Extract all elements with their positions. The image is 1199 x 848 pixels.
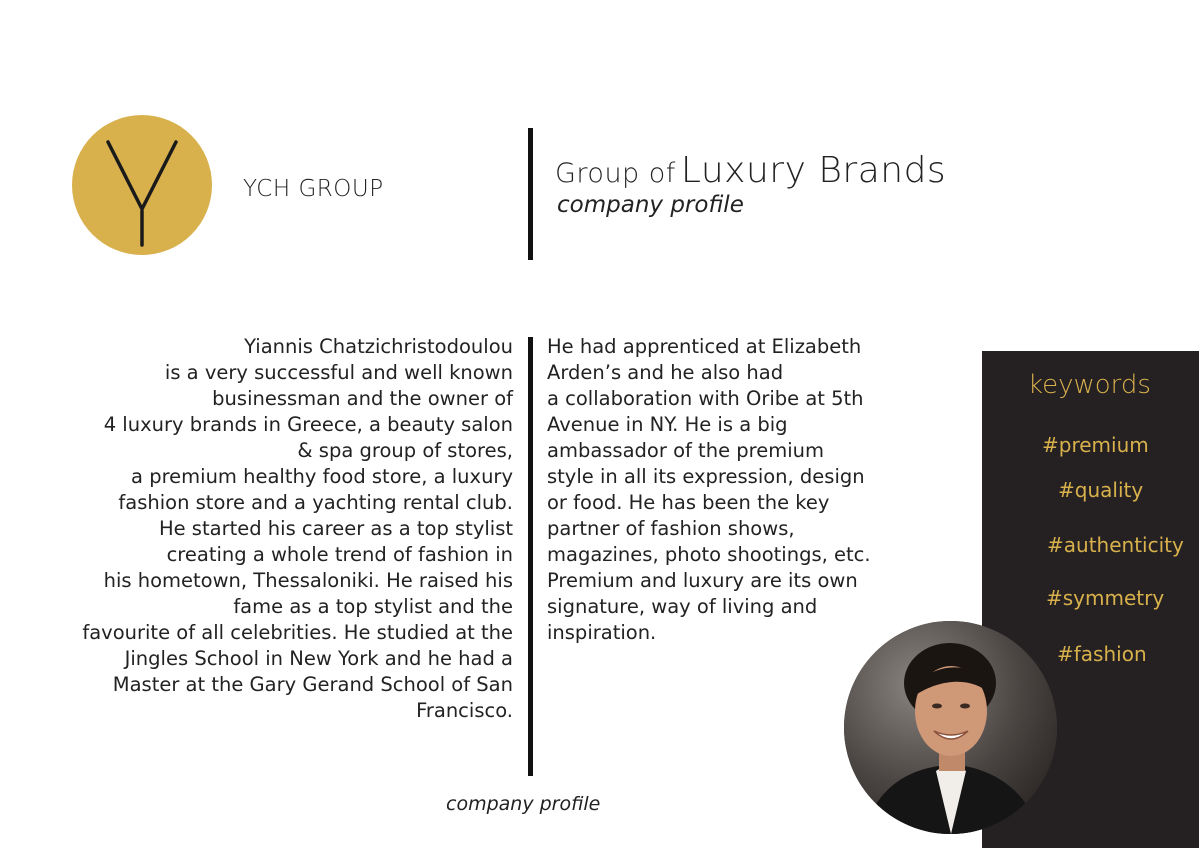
keywords-title: keywords	[1028, 370, 1151, 400]
header-divider	[528, 128, 533, 260]
title-main: Luxury Brands	[680, 150, 947, 191]
bio-line: his hometown, Thessaloniki. He raised his	[103, 569, 513, 592]
bio-line: He had apprenticed at Elizabeth	[547, 335, 862, 358]
bio-line: fashion store and a yachting rental club.	[118, 491, 513, 514]
brand-name: YCH GROUP	[243, 176, 384, 202]
bio-line: businessman and the owner of	[212, 387, 513, 410]
y-monogram-icon	[72, 115, 212, 255]
bio-line: partner of fashion shows,	[547, 517, 795, 540]
column-divider	[528, 337, 533, 776]
bio-line: favourite of all celebrities. He studied at the	[82, 621, 513, 644]
bio-line: a collaboration with Oribe at 5th	[547, 387, 864, 410]
bio-line: ambassador of the premium	[547, 439, 824, 462]
footer-label: company profile	[446, 793, 601, 815]
bio-line: Jingles School in New York and he had a	[124, 647, 513, 670]
page-title	[555, 150, 946, 191]
bio-right-column	[547, 334, 927, 646]
bio-line: a premium healthy food store, a luxury	[131, 465, 513, 488]
bio-line: Avenue in NY. He is a big	[547, 413, 788, 436]
bio-line: Arden’s and he also had	[547, 361, 784, 384]
bio-line: magazines, photo shootings, etc.	[547, 543, 871, 566]
keyword-tag: #premium	[1042, 433, 1149, 457]
bio-line: Premium and luxury are its own	[547, 569, 858, 592]
bio-line: Yiannis Chatzichristodoulou	[244, 335, 513, 358]
bio-line: Francisco.	[416, 699, 513, 722]
bio-line: is a very successful and well known	[164, 361, 513, 384]
keyword-tag: #symmetry	[1046, 586, 1165, 610]
bio-line: Master at the Gary Gerand School of San	[112, 673, 513, 696]
page-subtitle: company profile	[557, 192, 744, 218]
portrait-photo	[844, 621, 1057, 834]
bio-line: He started his career as a top stylist	[158, 517, 513, 540]
bio-line: or food. He has been the key	[547, 491, 830, 514]
bio-line: fame as a top stylist and the	[233, 595, 513, 618]
keyword-tag: #quality	[1058, 478, 1144, 502]
bio-line: style in all its expression, design	[547, 465, 865, 488]
bio-line: 4 luxury brands in Greece, a beauty salon	[103, 413, 513, 436]
keyword-tag: #fashion	[1057, 642, 1147, 666]
bio-line: inspiration.	[547, 621, 657, 644]
bio-line: & spa group of stores,	[297, 439, 513, 462]
title-prefix: Group of	[555, 158, 676, 189]
bio-left-column	[20, 334, 513, 724]
bio-line: signature, way of living and	[547, 595, 818, 618]
bio-line: creating a whole trend of fashion in	[166, 543, 513, 566]
logo	[72, 115, 212, 255]
keyword-tag: #authenticity	[1047, 533, 1184, 557]
